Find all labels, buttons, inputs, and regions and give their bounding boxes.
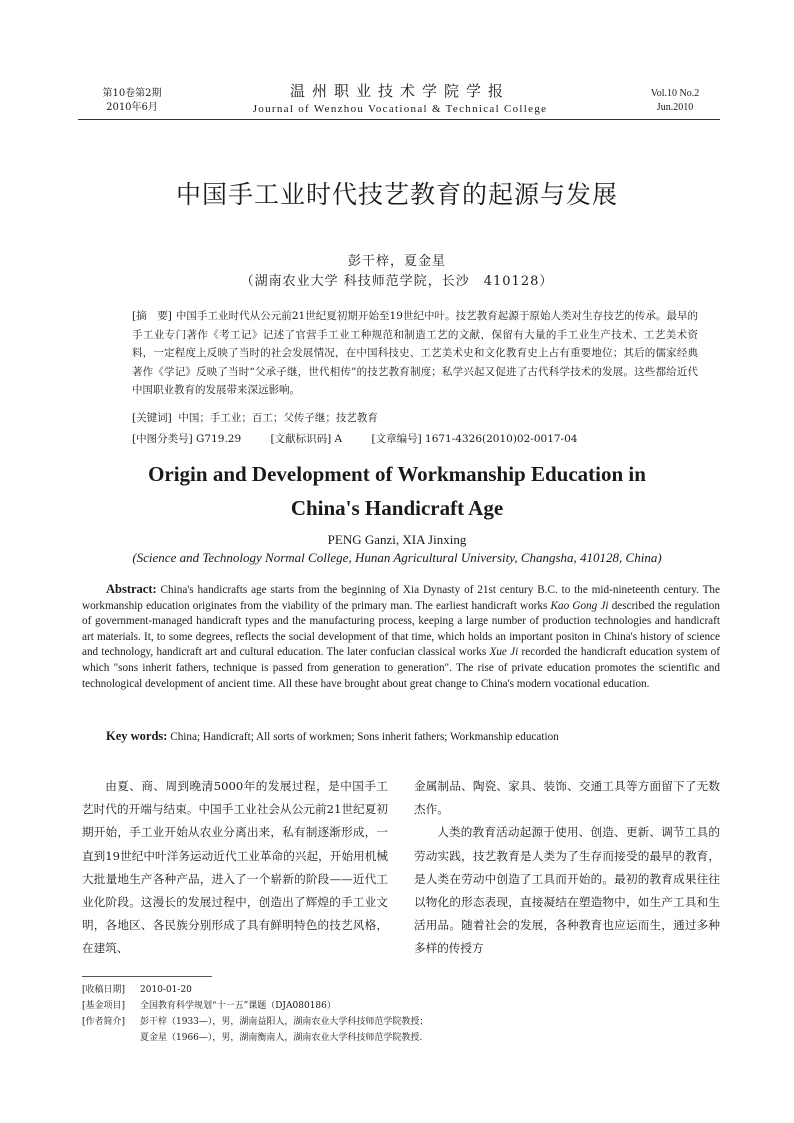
footnote-author-continued	[82, 1030, 722, 1046]
footnote-received	[82, 982, 722, 998]
affiliation-en: (Science and Technology Normal College, Hunan Agricultural University, Changsha, 410128, China)	[132, 550, 662, 565]
footnotes	[82, 982, 722, 1046]
footnote-author-2: 夏金星（1966—），男，湖南衡南人，湖南农业大学科技师范学院教授.	[140, 1033, 423, 1043]
footnote-author-1: 彭干梓（1933—），男，湖南益阳人，湖南农业大学科技师范学院教授；	[140, 1017, 429, 1027]
journal-name-cn: 温州职业技术学院学报	[289, 82, 510, 100]
abstract-en-label: Abstract:	[106, 582, 157, 596]
classification-info	[132, 430, 698, 448]
article-title-en-line2: China's Handicraft Age	[290, 496, 504, 520]
footnote-author	[82, 1014, 722, 1030]
body-column-right	[414, 775, 720, 961]
header-volume-issue: 第10卷第2期	[102, 88, 162, 99]
header-volume-issue-en: Vol.10 No.2	[650, 88, 700, 99]
header-date-cn: 2010年6月	[106, 102, 158, 113]
header-volume-en	[630, 87, 720, 115]
body-column-left	[82, 775, 388, 961]
footnote-fund	[82, 998, 722, 1014]
keywords-en-label: Key words:	[106, 729, 168, 743]
journal-masthead	[200, 80, 600, 115]
authors-en: PENG Ganzi, XIA Jinxing	[327, 532, 467, 547]
article-title-en-line1: Origin and Development of Workmanship Education in	[148, 462, 646, 486]
keywords-cn-text: 中国；手工业；百工；父传子继；技艺教育	[178, 412, 378, 424]
document-code: [文献标识码] A	[270, 433, 343, 445]
footnote-author-label: [作者简介]	[82, 1017, 126, 1027]
footnote-received-label: [收稿日期]	[82, 985, 126, 995]
journal-name-en: Journal of Wenzhou Vocational & Technical College	[252, 103, 548, 115]
header-volume-cn	[92, 87, 172, 115]
body-paragraph: 由夏、商、周到晚清5000年的发展过程，是中国手工艺时代的开端与结束。中国手工业社会从公元前21世纪夏初期开始，手工业开始从农业分离出来，私有制逐渐形成，一直到19世纪中叶洋务运动近代工业革命的兴起，开始用机械大批量地生产各种产品，进入了一个崭新的阶段——近代工业化阶段。这漫长的发展过程中，创造出了辉煌的手工业文明，各地区、各民族分别形成了具有鲜明特色的技艺风格，在建筑、	[82, 779, 388, 956]
keywords-en-text: China; Handicraft; All sorts of workmen; Sons inherit fathers; Workmanship education	[167, 731, 559, 743]
article-title-cn: 中国手工业时代技艺教育的起源与发展	[175, 180, 618, 209]
clc-number: [中图分类号] G719.29	[132, 433, 242, 445]
abstract-en-text-2: described the regulation of government-managed handicraft types and the manufacturing process, keeping a large number of production technologies and handicraft art materials. It, to some degrees, reflects the social development of that time, which holds an important positon in China's history of science and technology, handicraft art and cultural education. The later confucian classical works	[82, 599, 720, 659]
keywords-cn-label: [关键词]	[132, 412, 172, 424]
header-date-en: Jun.2010	[656, 102, 694, 113]
abstract-en-work-1: Kao Gong Ji	[550, 599, 609, 612]
abstract-cn	[132, 307, 698, 400]
abstract-en-text-3: recorded the handicraft education system of which "sons inherit fathers, technique is passed from generation to generation". The rise of private education promotes the scientific and technological development of ancient time. All these have brought about great change to China's modern vocational education.	[82, 646, 720, 690]
body-paragraph: 人类的教育活动起源于使用、创造、更新、调节工具的劳动实践，技艺教育是人类为了生存而接受的最早的教育，是人类在劳动中创造了工具而开始的。最初的教育成果往往以物化的形态表现，直接凝结在塑造物中，如生产工具和生活用品。随着社会的发展，各种教育也应运而生，通过多种多样的传授方	[414, 825, 720, 956]
abstract-en	[82, 582, 720, 692]
footnote-fund-label: [基金项目]	[82, 1001, 126, 1011]
article-title-en	[0, 457, 794, 525]
footnote-fund-text: 全国教育科学规划“十一五”课题（DJA080186）	[140, 1001, 336, 1011]
article-number: [文章编号] 1671-4326(2010)02-0017-04	[371, 433, 578, 445]
abstract-en-text-1: China's handicrafts age starts from the beginning of Xia Dynasty of 21st century B.C. to the mid-nineteenth century. The workmanship education originates from the viability of the primary man. The earliest handicraft works	[82, 584, 720, 612]
abstract-cn-label: [摘 要]	[132, 310, 172, 322]
body-paragraph-continued: 金属制品、陶瓷、家具、装饰、交通工具等方面留下了无数杰作。	[414, 779, 720, 817]
footnote-divider	[82, 976, 212, 977]
authors-cn: 彭干梓，夏金星	[347, 254, 446, 269]
header-divider	[78, 119, 720, 120]
footnote-received-date: 2010-01-20	[140, 985, 192, 995]
abstract-cn-text: 中国手工业时代从公元前21世纪夏初期开始至19世纪中叶。技艺教育起源于原始人类对生存技艺的传承。最早的手工业专门著作《考工记》记述了官营手工业工种规范和制造工艺的文献，保留有大量的手工业生产技术、工艺美术资料，一定程度上反映了当时的社会发展情况，在中国科技史、工艺美术史和文化教育史上占有重要地位；其后的儒家经典著作《学记》反映了当时“父承子继，世代相传”的技艺教育制度；私学兴起又促进了古代科学技术的发展。这些都给近代中国职业教育的发展带来深远影响。	[132, 310, 698, 396]
footnote-indent	[82, 1030, 140, 1046]
keywords-en	[106, 729, 720, 744]
keywords-cn	[132, 409, 698, 427]
affiliation-cn: （湖南农业大学 科技师范学院，长沙 410128）	[240, 274, 554, 289]
abstract-en-work-2: Xue Ji	[489, 646, 519, 659]
